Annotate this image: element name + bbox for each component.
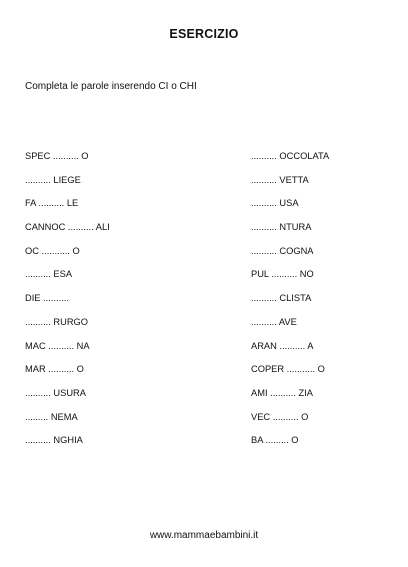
word-item: MAC .......... NA xyxy=(25,340,90,351)
word-item: DIE .......... xyxy=(25,293,69,304)
left-word-list xyxy=(25,150,110,458)
word-item: .......... NGHIA xyxy=(25,435,83,446)
word-item: OC ........... O xyxy=(25,245,80,256)
word-item: PUL .......... NO xyxy=(251,269,314,280)
word-item: MAR .......... O xyxy=(25,364,84,375)
word-item: CANNOC .......... ALI xyxy=(25,222,110,233)
word-item: COPER ........... O xyxy=(251,364,325,375)
word-item: ARAN .......... A xyxy=(251,340,314,351)
word-item: .......... ESA xyxy=(25,269,73,280)
word-item: .......... LIEGE xyxy=(25,174,81,185)
word-item: .......... USURA xyxy=(25,387,86,398)
word-item: .......... OCCOLATA xyxy=(251,151,330,161)
word-item: .......... VETTA xyxy=(251,174,309,185)
footer-url: www.mammaebambini.it xyxy=(149,530,259,541)
word-item: BA ......... O xyxy=(251,435,299,446)
word-item: ......... NEMA xyxy=(25,411,78,422)
word-item: .......... USA xyxy=(251,198,299,209)
word-item: .......... AVE xyxy=(251,316,297,327)
word-item: .......... COGNA xyxy=(251,245,314,256)
word-item: .......... RURGO xyxy=(25,316,89,327)
word-item: SPEC .......... O xyxy=(25,151,89,161)
word-item: .......... NTURA xyxy=(251,222,312,233)
page-title: ESERCIZIO xyxy=(169,27,239,41)
word-item: VEC .......... O xyxy=(251,411,309,422)
right-word-list xyxy=(251,150,329,458)
instruction-text: Completa le parole inserendo CI o CHI xyxy=(25,81,197,92)
word-item: .......... CLISTA xyxy=(251,293,312,304)
word-item: FA .......... LE xyxy=(25,198,79,209)
word-item: AMI .......... ZIA xyxy=(251,387,313,398)
